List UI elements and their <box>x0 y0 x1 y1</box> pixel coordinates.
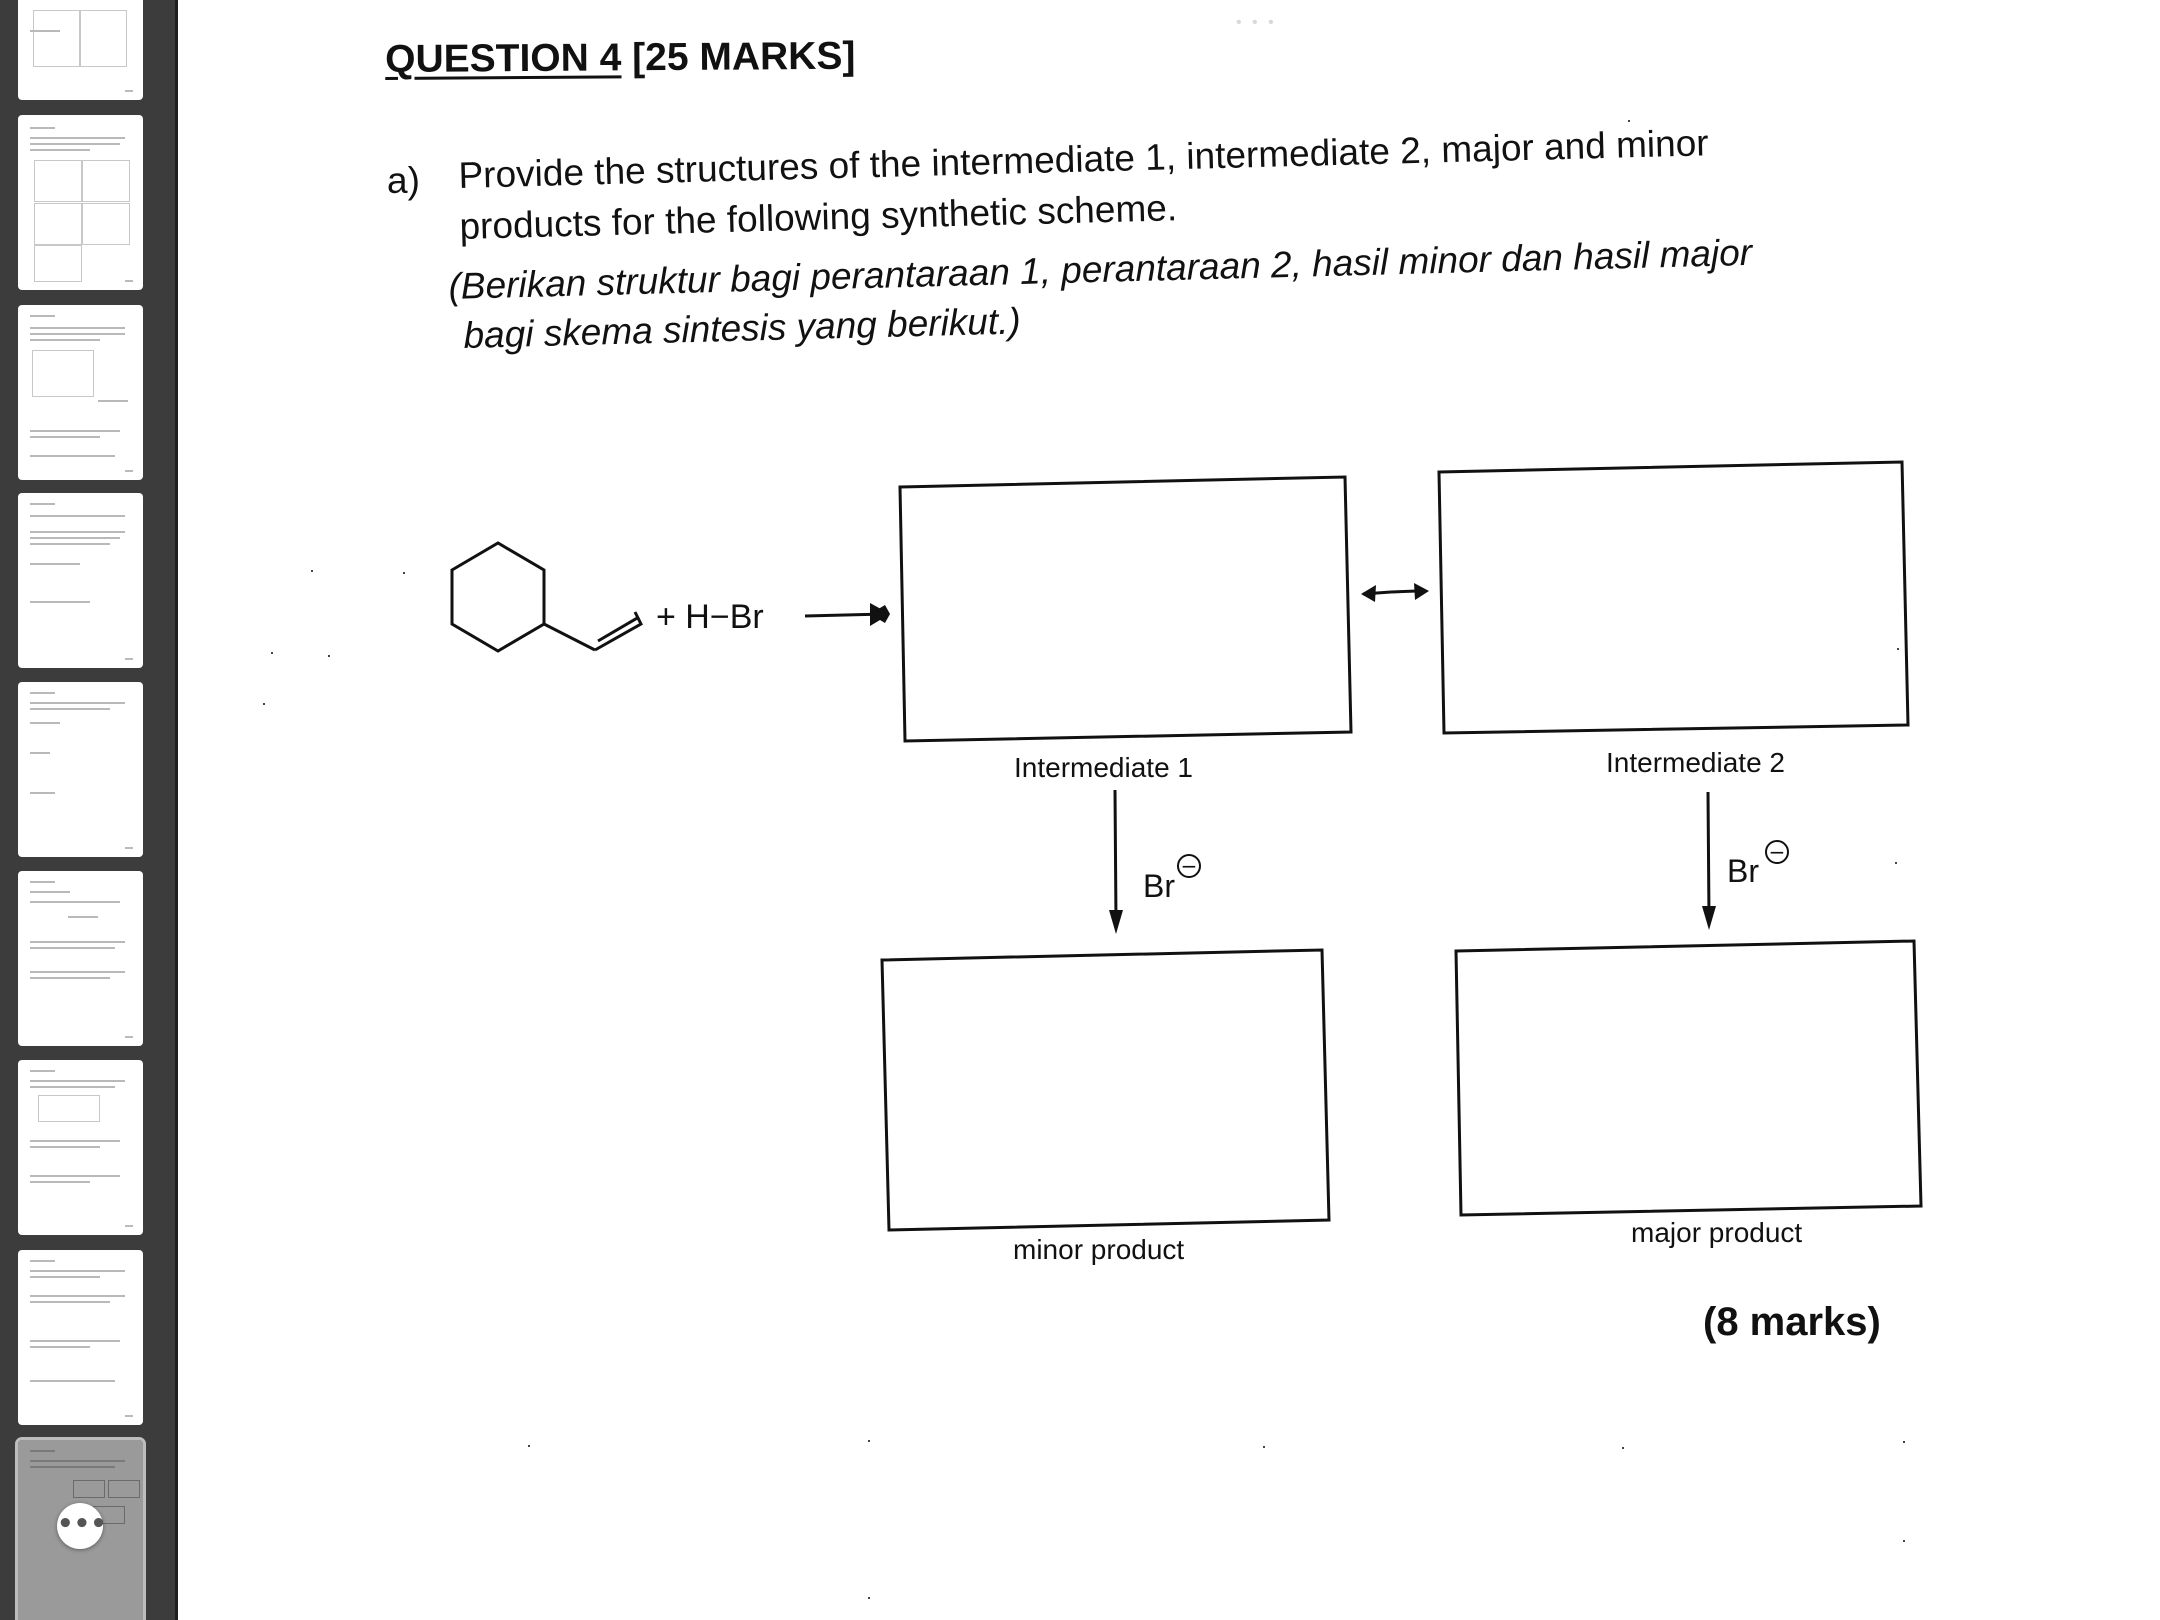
scan-speck <box>528 1445 530 1447</box>
scan-speck <box>271 652 273 654</box>
major-product-label: major product <box>1631 1217 1803 1248</box>
minor-product-label: minor product <box>1013 1234 1185 1265</box>
synthetic-scheme <box>178 0 2160 1620</box>
major-product-answer-box[interactable] <box>1456 941 1921 1215</box>
page-drag-handle-icon[interactable]: • • • <box>1236 14 1277 31</box>
scan-speck <box>868 1597 870 1599</box>
intermediate2-label: Intermediate 2 <box>1606 747 1785 778</box>
scan-speck <box>1903 1441 1905 1443</box>
bromide-charge-right: − <box>1768 840 1786 864</box>
intermediate2-down-arrow <box>1708 792 1709 918</box>
bromide-charge-left: − <box>1180 854 1198 878</box>
scan-speck <box>1903 1540 1905 1542</box>
part-label: a) <box>387 160 420 201</box>
prompt-malay-line-1: (Berikan struktur bagi perantaraan 1, perantaraan 2, hasil minor dan hasil major <box>448 231 1753 307</box>
scan-speck <box>1895 862 1897 864</box>
bromide-nucleophile-left: Br <box>1143 868 1175 904</box>
page-thumbnail-2[interactable] <box>18 115 143 290</box>
more-options-button[interactable] <box>57 1503 107 1549</box>
prompt-line-2: products for the following synthetic scheme. <box>459 187 1178 247</box>
scan-speck <box>868 1440 870 1442</box>
scan-speck <box>263 703 265 705</box>
scan-speck <box>311 570 313 572</box>
marks-label: (8 marks) <box>1703 1300 1881 1344</box>
intermediate1-down-arrow <box>1115 790 1116 922</box>
page-thumbnail-5[interactable] <box>18 682 143 857</box>
prompt-malay-line-2: bagi skema sintesis yang berikut.) <box>463 300 1022 356</box>
scan-speck <box>403 572 405 574</box>
question-marks: [25 MARKS] <box>621 34 856 80</box>
question-number: QUESTION 4 <box>385 36 622 81</box>
document-page <box>178 0 2160 1620</box>
intermediate1-answer-box[interactable] <box>900 477 1351 741</box>
scan-speck <box>1263 1446 1265 1448</box>
page-thumbnail-8[interactable] <box>18 1250 143 1425</box>
page-thumbnail-4[interactable] <box>18 493 143 668</box>
page-thumbnail-6[interactable] <box>18 871 143 1046</box>
page-thumbnail-7[interactable] <box>18 1060 143 1235</box>
scan-speck <box>328 655 330 657</box>
intermediate1-label: Intermediate 1 <box>1014 752 1193 783</box>
prompt-line-1: Provide the structures of the intermediate 1, intermediate 2, major and minor <box>458 122 1710 196</box>
reagent-label: + H−Br <box>656 598 764 636</box>
bromide-nucleophile-right: Br <box>1727 853 1759 889</box>
intermediate2-answer-box[interactable] <box>1439 462 1908 733</box>
vinylcyclohexane-structure <box>452 543 641 651</box>
page-thumbnail-1[interactable] <box>18 0 143 100</box>
page-thumbnail-sidebar <box>0 0 175 1620</box>
page-thumbnail-3[interactable] <box>18 305 143 480</box>
scan-speck <box>1897 648 1899 650</box>
scan-speck <box>1628 120 1630 122</box>
minor-product-answer-box[interactable] <box>882 950 1329 1230</box>
ellipsis-icon: ••• <box>57 1509 107 1539</box>
scan-speck <box>1622 1447 1624 1449</box>
